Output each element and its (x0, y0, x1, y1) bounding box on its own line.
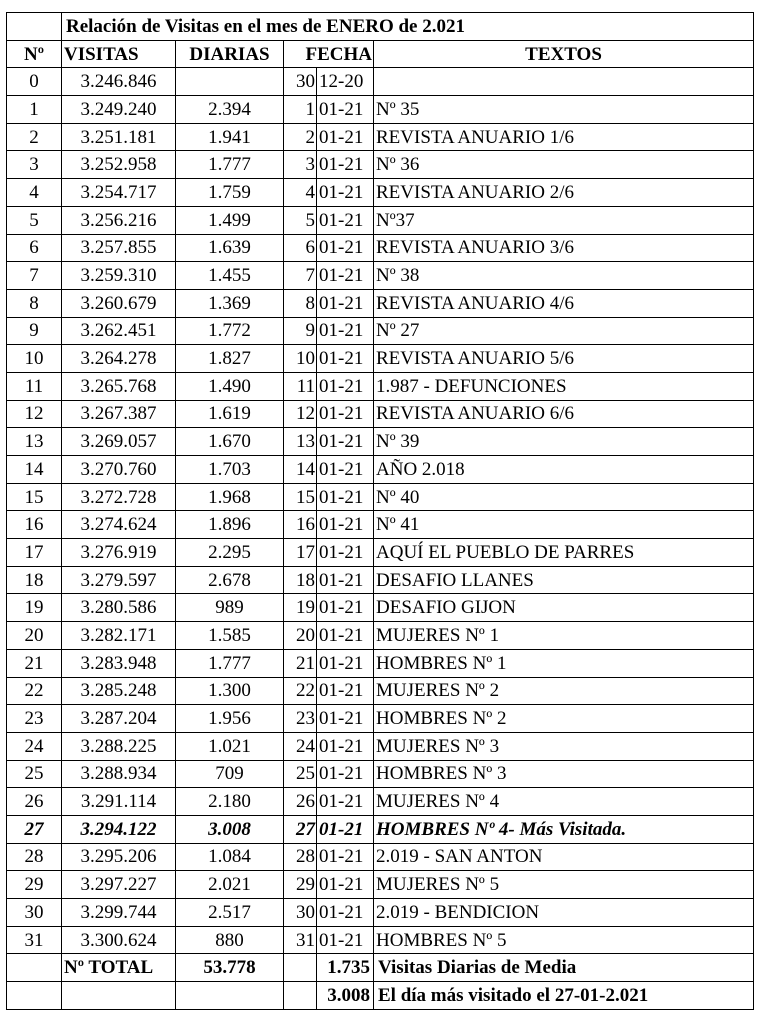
row-number: 1 (7, 96, 62, 124)
row-number: 3 (7, 151, 62, 179)
max-value: 3.008 (317, 982, 374, 1010)
row-fecha-day: 26 (284, 788, 317, 816)
table-row (7, 206, 754, 234)
row-diarias: 1.956 (176, 705, 284, 733)
row-diarias: 2.180 (176, 788, 284, 816)
row-texto: Nº 27 (374, 317, 754, 345)
row-fecha-month: 01-21 (317, 649, 374, 677)
row-visitas: 3.288.934 (62, 760, 176, 788)
row-visitas: 3.257.855 (62, 234, 176, 262)
table-row (7, 871, 754, 899)
row-number: 9 (7, 317, 62, 345)
row-visitas: 3.267.387 (62, 400, 176, 428)
row-fecha-month: 01-21 (317, 345, 374, 373)
row-texto: Nº37 (374, 206, 754, 234)
table-row (7, 151, 754, 179)
row-number: 0 (7, 68, 62, 96)
row-diarias: 2.295 (176, 539, 284, 567)
row-fecha-day: 22 (284, 677, 317, 705)
row-fecha-day: 6 (284, 234, 317, 262)
row-visitas: 3.297.227 (62, 871, 176, 899)
row-fecha-day: 5 (284, 206, 317, 234)
row-texto: MUJERES Nº 4 (374, 788, 754, 816)
row-number: 30 (7, 899, 62, 927)
row-fecha-day: 30 (284, 68, 317, 96)
row-number: 26 (7, 788, 62, 816)
summary-spacer (176, 982, 284, 1010)
header-diarias: DIARIAS (176, 40, 284, 68)
row-diarias: 1.084 (176, 843, 284, 871)
row-number: 12 (7, 400, 62, 428)
header-visitas: VISITAS (62, 40, 176, 68)
row-number: 22 (7, 677, 62, 705)
row-diarias: 1.455 (176, 262, 284, 290)
row-diarias: 1.703 (176, 456, 284, 484)
row-fecha-month: 01-21 (317, 539, 374, 567)
table-row (7, 262, 754, 290)
table-row (7, 843, 754, 871)
row-fecha-day: 25 (284, 760, 317, 788)
row-fecha-month: 12-20 (317, 68, 374, 96)
row-fecha-month: 01-21 (317, 788, 374, 816)
row-texto: Nº 38 (374, 262, 754, 290)
row-diarias: 1.941 (176, 123, 284, 151)
row-texto: REVISTA ANUARIO 3/6 (374, 234, 754, 262)
row-fecha-month: 01-21 (317, 400, 374, 428)
row-texto: 1.987 - DEFUNCIONES (374, 372, 754, 400)
row-fecha-day: 13 (284, 428, 317, 456)
row-fecha-month: 01-21 (317, 760, 374, 788)
row-visitas: 3.274.624 (62, 511, 176, 539)
row-texto: DESAFIO LLANES (374, 566, 754, 594)
row-texto: REVISTA ANUARIO 4/6 (374, 289, 754, 317)
row-diarias: 2.678 (176, 566, 284, 594)
row-fecha-day: 30 (284, 899, 317, 927)
table-row (7, 539, 754, 567)
row-number: 8 (7, 289, 62, 317)
row-texto: Nº 41 (374, 511, 754, 539)
table-row (7, 400, 754, 428)
row-number: 27 (7, 815, 62, 843)
table-row (7, 788, 754, 816)
row-diarias: 1.759 (176, 179, 284, 207)
header-n: Nº (7, 40, 62, 68)
row-fecha-month: 01-21 (317, 179, 374, 207)
row-diarias: 709 (176, 760, 284, 788)
row-number: 2 (7, 123, 62, 151)
row-fecha-month: 01-21 (317, 511, 374, 539)
row-fecha-day: 10 (284, 345, 317, 373)
row-number: 11 (7, 372, 62, 400)
max-text: El día más visitado el 27-01-2.021 (374, 982, 754, 1010)
row-diarias (176, 68, 284, 96)
row-fecha-day: 4 (284, 179, 317, 207)
row-number: 16 (7, 511, 62, 539)
row-visitas: 3.280.586 (62, 594, 176, 622)
row-fecha-month: 01-21 (317, 317, 374, 345)
row-visitas: 3.262.451 (62, 317, 176, 345)
row-visitas: 3.287.204 (62, 705, 176, 733)
row-diarias: 989 (176, 594, 284, 622)
visits-table (6, 12, 754, 1010)
table-row (7, 594, 754, 622)
row-visitas: 3.282.171 (62, 622, 176, 650)
summary-spacer (284, 982, 317, 1010)
row-visitas: 3.249.240 (62, 96, 176, 124)
row-fecha-day: 19 (284, 594, 317, 622)
row-number: 31 (7, 926, 62, 954)
row-visitas: 3.265.768 (62, 372, 176, 400)
row-texto: MUJERES Nº 5 (374, 871, 754, 899)
row-visitas: 3.254.717 (62, 179, 176, 207)
row-texto: DESAFIO GIJON (374, 594, 754, 622)
row-texto: REVISTA ANUARIO 2/6 (374, 179, 754, 207)
table-row (7, 234, 754, 262)
row-fecha-month: 01-21 (317, 843, 374, 871)
header-fecha: FECHA (284, 40, 374, 68)
row-fecha-month: 01-21 (317, 871, 374, 899)
row-visitas: 3.300.624 (62, 926, 176, 954)
row-fecha-month: 01-21 (317, 483, 374, 511)
row-diarias: 880 (176, 926, 284, 954)
row-texto: HOMBRES Nº 5 (374, 926, 754, 954)
row-texto: REVISTA ANUARIO 5/6 (374, 345, 754, 373)
row-diarias: 1.639 (176, 234, 284, 262)
row-texto: AQUÍ EL PUEBLO DE PARRES (374, 539, 754, 567)
row-fecha-day: 1 (284, 96, 317, 124)
row-texto: HOMBRES Nº 1 (374, 649, 754, 677)
row-number: 17 (7, 539, 62, 567)
average-value: 1.735 (317, 954, 374, 982)
row-number: 23 (7, 705, 62, 733)
summary-spacer (7, 982, 62, 1010)
row-number: 4 (7, 179, 62, 207)
row-visitas: 3.270.760 (62, 456, 176, 484)
table-row (7, 123, 754, 151)
row-texto (374, 68, 754, 96)
table-row (7, 372, 754, 400)
row-number: 18 (7, 566, 62, 594)
row-visitas: 3.259.310 (62, 262, 176, 290)
row-fecha-day: 18 (284, 566, 317, 594)
row-visitas: 3.264.278 (62, 345, 176, 373)
total-label: Nº TOTAL (62, 954, 176, 982)
row-number: 24 (7, 732, 62, 760)
row-diarias: 1.968 (176, 483, 284, 511)
average-text: Visitas Diarias de Media (374, 954, 754, 982)
table-row (7, 96, 754, 124)
row-fecha-day: 21 (284, 649, 317, 677)
row-texto: MUJERES Nº 2 (374, 677, 754, 705)
row-visitas: 3.251.181 (62, 123, 176, 151)
table-row (7, 732, 754, 760)
row-fecha-day: 27 (284, 815, 317, 843)
row-fecha-month: 01-21 (317, 566, 374, 594)
row-visitas: 3.272.728 (62, 483, 176, 511)
row-visitas: 3.276.919 (62, 539, 176, 567)
table-row (7, 677, 754, 705)
row-diarias: 1.585 (176, 622, 284, 650)
table-row (7, 456, 754, 484)
row-fecha-month: 01-21 (317, 705, 374, 733)
row-diarias: 1.369 (176, 289, 284, 317)
row-fecha-month: 01-21 (317, 289, 374, 317)
row-number: 15 (7, 483, 62, 511)
table-row (7, 899, 754, 927)
total-value: 53.778 (176, 954, 284, 982)
header-row (7, 40, 754, 68)
row-number: 21 (7, 649, 62, 677)
row-number: 6 (7, 234, 62, 262)
table-row (7, 705, 754, 733)
row-fecha-month: 01-21 (317, 372, 374, 400)
row-visitas: 3.285.248 (62, 677, 176, 705)
row-visitas: 3.283.948 (62, 649, 176, 677)
row-fecha-day: 15 (284, 483, 317, 511)
table-row (7, 289, 754, 317)
row-visitas: 3.279.597 (62, 566, 176, 594)
row-texto: HOMBRES Nº 2 (374, 705, 754, 733)
header-textos: TEXTOS (374, 40, 754, 68)
row-fecha-day: 8 (284, 289, 317, 317)
row-diarias: 1.777 (176, 151, 284, 179)
row-number: 5 (7, 206, 62, 234)
table-row (7, 566, 754, 594)
row-number: 7 (7, 262, 62, 290)
row-diarias: 1.670 (176, 428, 284, 456)
row-number: 14 (7, 456, 62, 484)
row-diarias: 2.021 (176, 871, 284, 899)
row-diarias: 1.490 (176, 372, 284, 400)
table-title: Relación de Visitas en el mes de ENERO de 2.021 (62, 13, 754, 41)
row-visitas: 3.246.846 (62, 68, 176, 96)
summary-spacer (7, 954, 62, 982)
summary-spacer (62, 982, 176, 1010)
summary-max-row (7, 982, 754, 1010)
row-fecha-month: 01-21 (317, 96, 374, 124)
table-row (7, 179, 754, 207)
row-texto: 2.019 - SAN ANTON (374, 843, 754, 871)
row-number: 29 (7, 871, 62, 899)
row-fecha-day: 3 (284, 151, 317, 179)
row-visitas: 3.299.744 (62, 899, 176, 927)
row-fecha-day: 17 (284, 539, 317, 567)
row-number: 25 (7, 760, 62, 788)
row-fecha-month: 01-21 (317, 677, 374, 705)
row-diarias: 1.896 (176, 511, 284, 539)
table-row (7, 428, 754, 456)
table-row (7, 760, 754, 788)
summary-total-row (7, 954, 754, 982)
row-visitas: 3.269.057 (62, 428, 176, 456)
row-fecha-month: 01-21 (317, 899, 374, 927)
row-visitas: 3.252.958 (62, 151, 176, 179)
row-fecha-day: 29 (284, 871, 317, 899)
row-fecha-day: 23 (284, 705, 317, 733)
row-diarias: 1.499 (176, 206, 284, 234)
row-diarias: 2.394 (176, 96, 284, 124)
row-texto: Nº 35 (374, 96, 754, 124)
row-fecha-day: 11 (284, 372, 317, 400)
row-visitas: 3.260.679 (62, 289, 176, 317)
row-texto: Nº 39 (374, 428, 754, 456)
row-fecha-day: 28 (284, 843, 317, 871)
table-row (7, 622, 754, 650)
row-number: 13 (7, 428, 62, 456)
row-number: 10 (7, 345, 62, 373)
row-number: 20 (7, 622, 62, 650)
row-fecha-month: 01-21 (317, 594, 374, 622)
row-fecha-day: 12 (284, 400, 317, 428)
row-diarias: 1.777 (176, 649, 284, 677)
row-fecha-month: 01-21 (317, 234, 374, 262)
row-texto: Nº 36 (374, 151, 754, 179)
row-visitas: 3.295.206 (62, 843, 176, 871)
row-fecha-day: 2 (284, 123, 317, 151)
row-number: 28 (7, 843, 62, 871)
row-fecha-month: 01-21 (317, 622, 374, 650)
row-texto: Nº 40 (374, 483, 754, 511)
row-diarias: 1.021 (176, 732, 284, 760)
row-fecha-month: 01-21 (317, 926, 374, 954)
title-spacer (7, 13, 62, 41)
row-number: 19 (7, 594, 62, 622)
row-diarias: 1.827 (176, 345, 284, 373)
row-diarias: 1.619 (176, 400, 284, 428)
row-texto: HOMBRES Nº 4- Más Visitada. (374, 815, 754, 843)
row-texto: 2.019 - BENDICION (374, 899, 754, 927)
row-texto: MUJERES Nº 3 (374, 732, 754, 760)
row-diarias: 2.517 (176, 899, 284, 927)
row-fecha-day: 20 (284, 622, 317, 650)
title-row (7, 13, 754, 41)
row-fecha-month: 01-21 (317, 456, 374, 484)
row-fecha-day: 7 (284, 262, 317, 290)
row-fecha-month: 01-21 (317, 151, 374, 179)
row-fecha-month: 01-21 (317, 732, 374, 760)
row-visitas: 3.288.225 (62, 732, 176, 760)
table-row (7, 345, 754, 373)
table-row (7, 317, 754, 345)
row-visitas: 3.256.216 (62, 206, 176, 234)
table-row (7, 511, 754, 539)
row-diarias: 1.300 (176, 677, 284, 705)
row-texto: REVISTA ANUARIO 6/6 (374, 400, 754, 428)
row-visitas: 3.291.114 (62, 788, 176, 816)
row-fecha-month: 01-21 (317, 123, 374, 151)
row-texto: MUJERES Nº 1 (374, 622, 754, 650)
table-row (7, 483, 754, 511)
row-fecha-month: 01-21 (317, 815, 374, 843)
table-row (7, 815, 754, 843)
row-texto: HOMBRES Nº 3 (374, 760, 754, 788)
row-fecha-month: 01-21 (317, 262, 374, 290)
row-visitas: 3.294.122 (62, 815, 176, 843)
row-fecha-month: 01-21 (317, 428, 374, 456)
row-fecha-day: 14 (284, 456, 317, 484)
row-diarias: 1.772 (176, 317, 284, 345)
row-fecha-day: 9 (284, 317, 317, 345)
row-texto: REVISTA ANUARIO 1/6 (374, 123, 754, 151)
row-fecha-day: 24 (284, 732, 317, 760)
row-fecha-day: 16 (284, 511, 317, 539)
summary-spacer (284, 954, 317, 982)
row-texto: AÑO 2.018 (374, 456, 754, 484)
row-fecha-day: 31 (284, 926, 317, 954)
table-row (7, 926, 754, 954)
row-fecha-month: 01-21 (317, 206, 374, 234)
table-row (7, 68, 754, 96)
visits-table-body (7, 13, 754, 1010)
row-diarias: 3.008 (176, 815, 284, 843)
table-row (7, 649, 754, 677)
